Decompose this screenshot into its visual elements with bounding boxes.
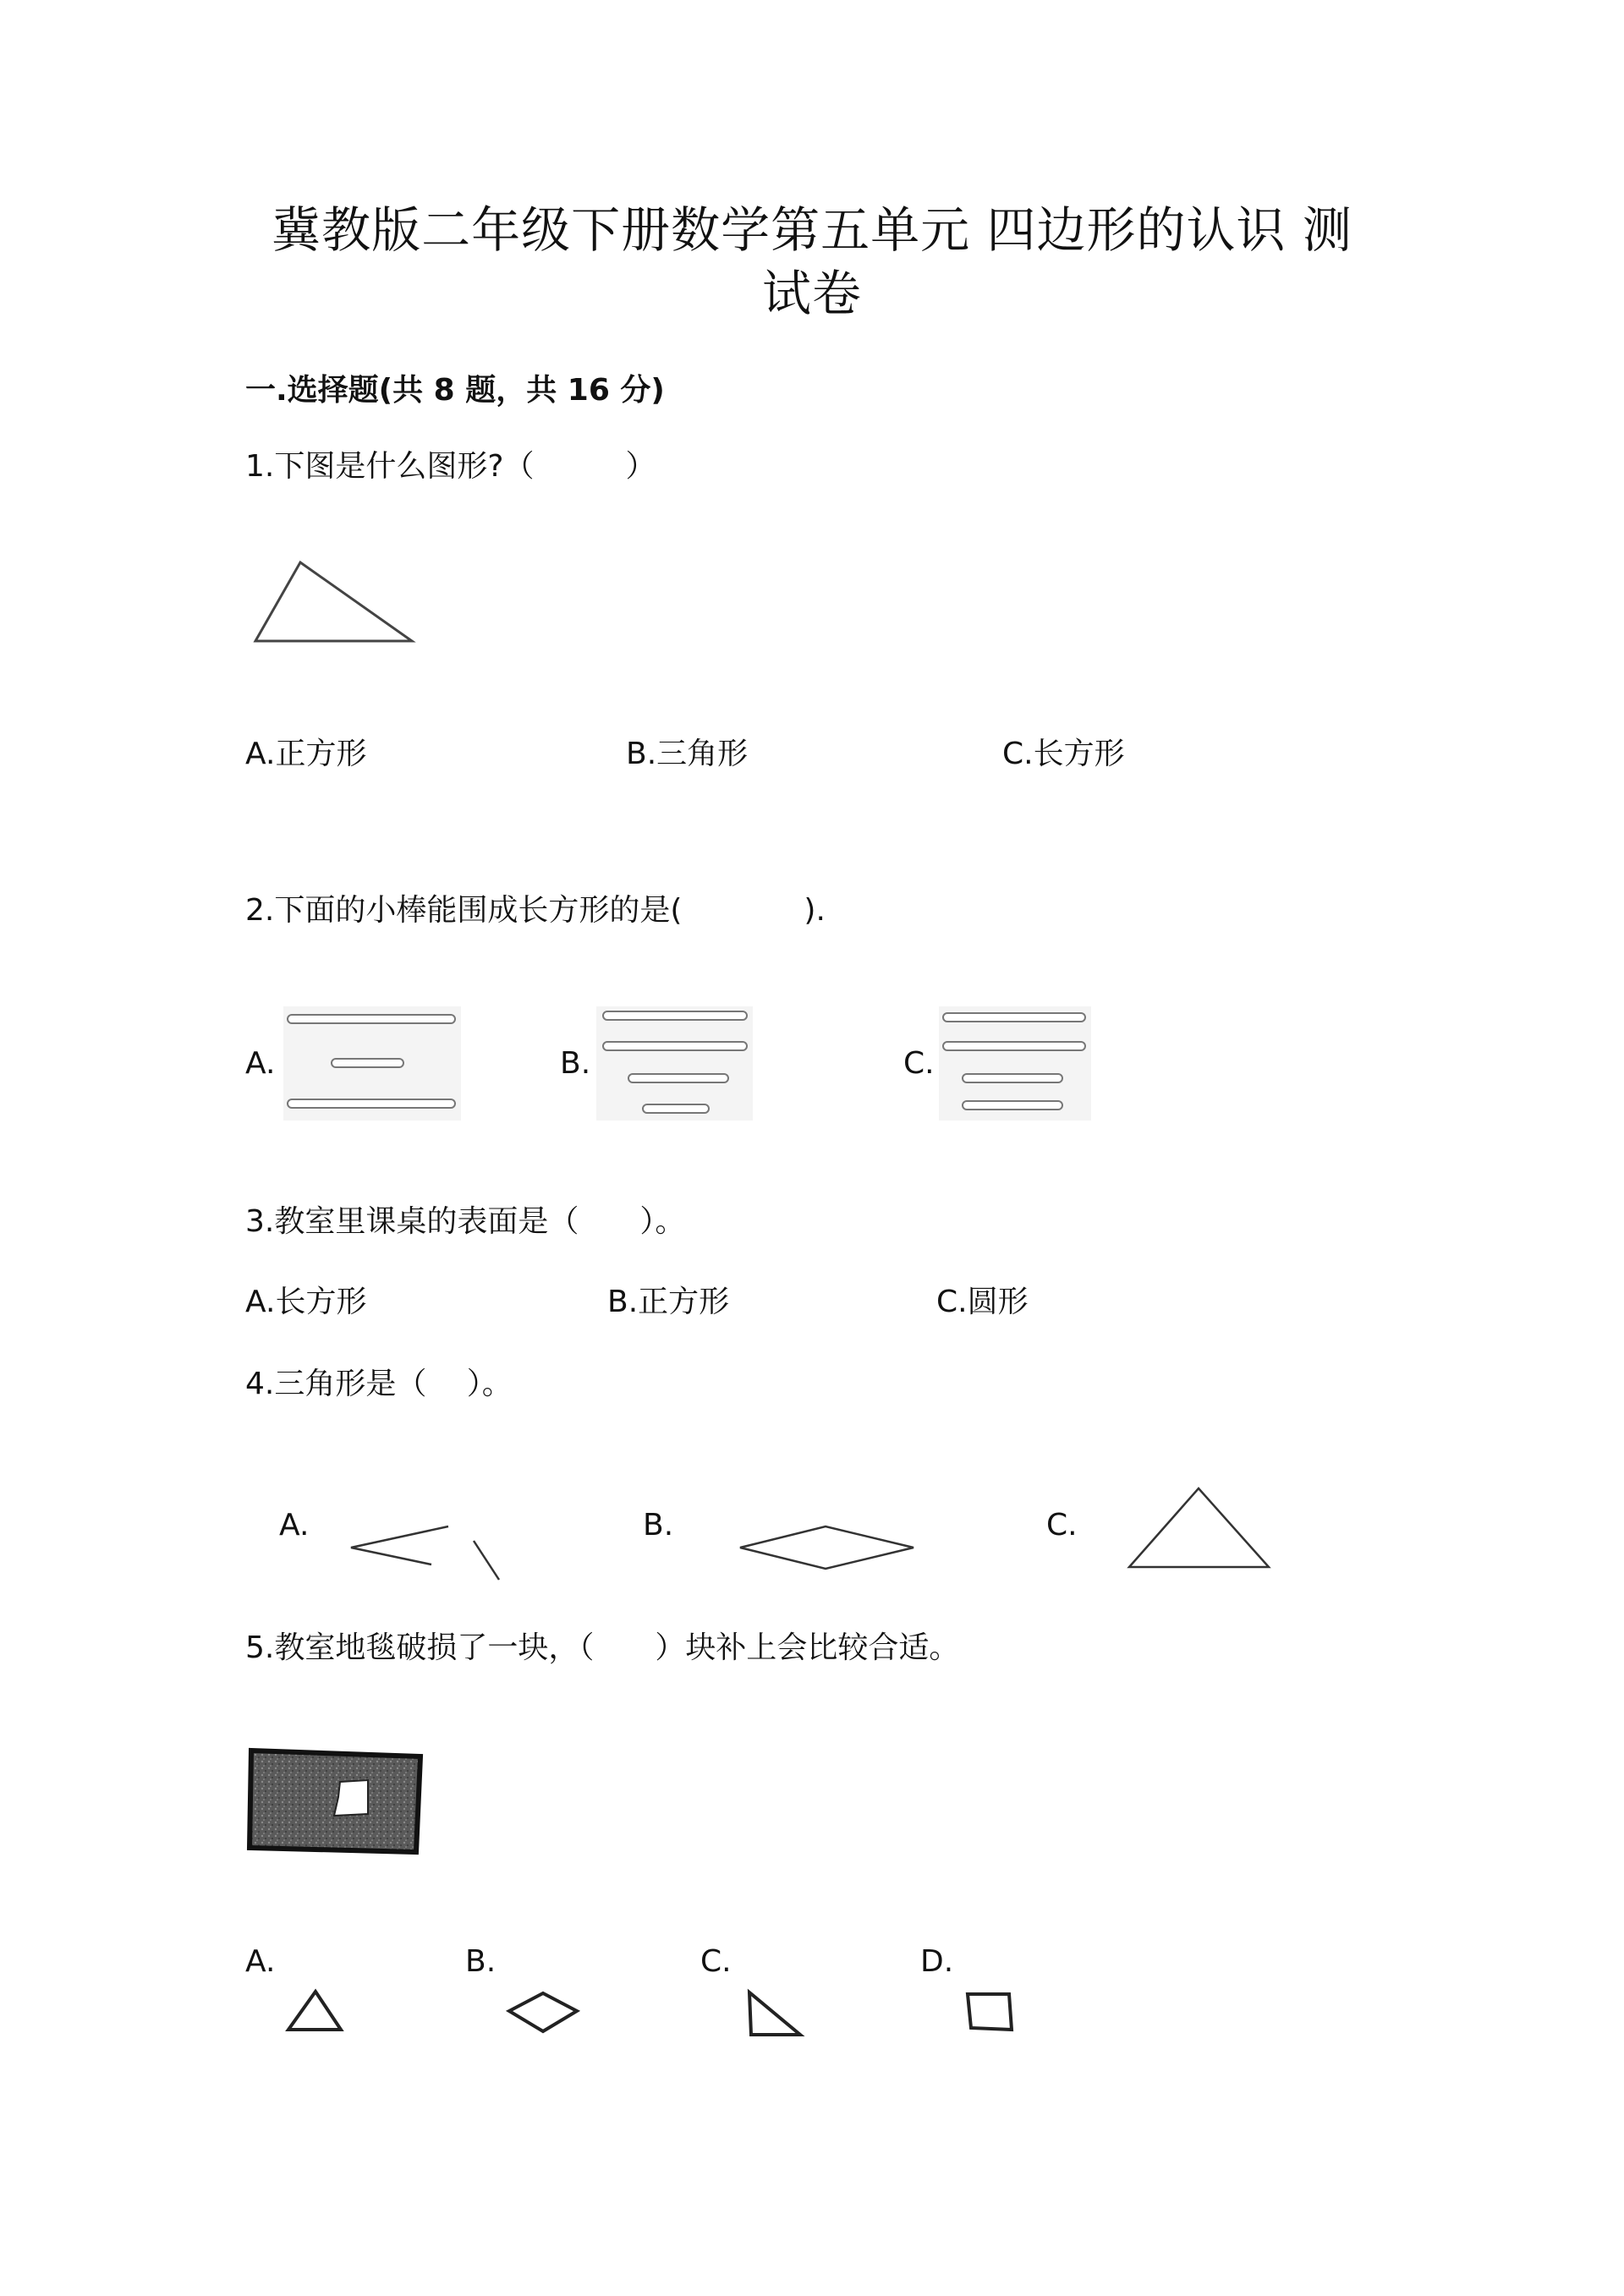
question-1-option-c[interactable]: C.长方形	[1002, 737, 1125, 771]
question-4-option-a[interactable]: A.	[279, 1508, 310, 1543]
section-heading: 一.选择题(共 8 题，共 16 分)	[245, 373, 665, 408]
question-1-stem: 1.下图是什么图形?（ ）	[245, 449, 656, 484]
question-2-option-b[interactable]: B.	[560, 1046, 591, 1081]
question-3-option-c[interactable]: C.圆形	[936, 1285, 1029, 1319]
q2-option-b-sticks	[596, 1006, 753, 1121]
q5-option-a-triangle	[283, 1987, 347, 2034]
question-5-stem: 5.教室地毯破损了一块，（ ）块补上会比较合适。	[245, 1630, 960, 1665]
q4-option-a-open-shape	[347, 1522, 503, 1586]
question-3-stem: 3.教室里课桌的表面是（ ）。	[245, 1204, 686, 1239]
q4-option-b-rhombus	[736, 1522, 918, 1573]
question-4-option-b[interactable]: B.	[643, 1508, 674, 1543]
question-1-option-b[interactable]: B.三角形	[626, 737, 749, 771]
question-4-option-c[interactable]: C.	[1046, 1508, 1078, 1543]
question-4-stem: 4.三角形是（ ）。	[245, 1367, 513, 1401]
question-5-option-d[interactable]: D.	[920, 1944, 954, 1979]
question-2-stem: 2.下面的小棒能围成长方形的是( ).	[245, 893, 826, 928]
question-5-option-a[interactable]: A.	[245, 1944, 276, 1979]
question-3-option-a[interactable]: A.长方形	[245, 1285, 367, 1319]
page-title: 冀教版二年级下册数学第五单元 四边形的认识 测	[272, 201, 1352, 259]
question-2-option-a[interactable]: A.	[245, 1046, 276, 1081]
question-5-option-c[interactable]: C.	[700, 1944, 732, 1979]
q1-triangle-figure	[250, 558, 419, 651]
q5-option-c-right-triangle	[743, 1986, 806, 2041]
q4-option-c-triangle	[1125, 1484, 1273, 1573]
question-3-option-b[interactable]: B.正方形	[607, 1285, 730, 1319]
q2-option-c-sticks	[939, 1006, 1091, 1121]
q5-option-b-rhombus	[505, 1989, 581, 2036]
q2-option-a-sticks	[283, 1006, 461, 1121]
question-1-option-a[interactable]: A.正方形	[245, 737, 367, 771]
q5-option-d-trapezoid	[963, 1989, 1018, 2036]
q5-carpet-figure	[247, 1746, 425, 1858]
question-5-option-b[interactable]: B.	[465, 1944, 497, 1979]
question-2-option-c[interactable]: C.	[903, 1046, 935, 1081]
page-title-continued: 试卷	[761, 265, 862, 322]
